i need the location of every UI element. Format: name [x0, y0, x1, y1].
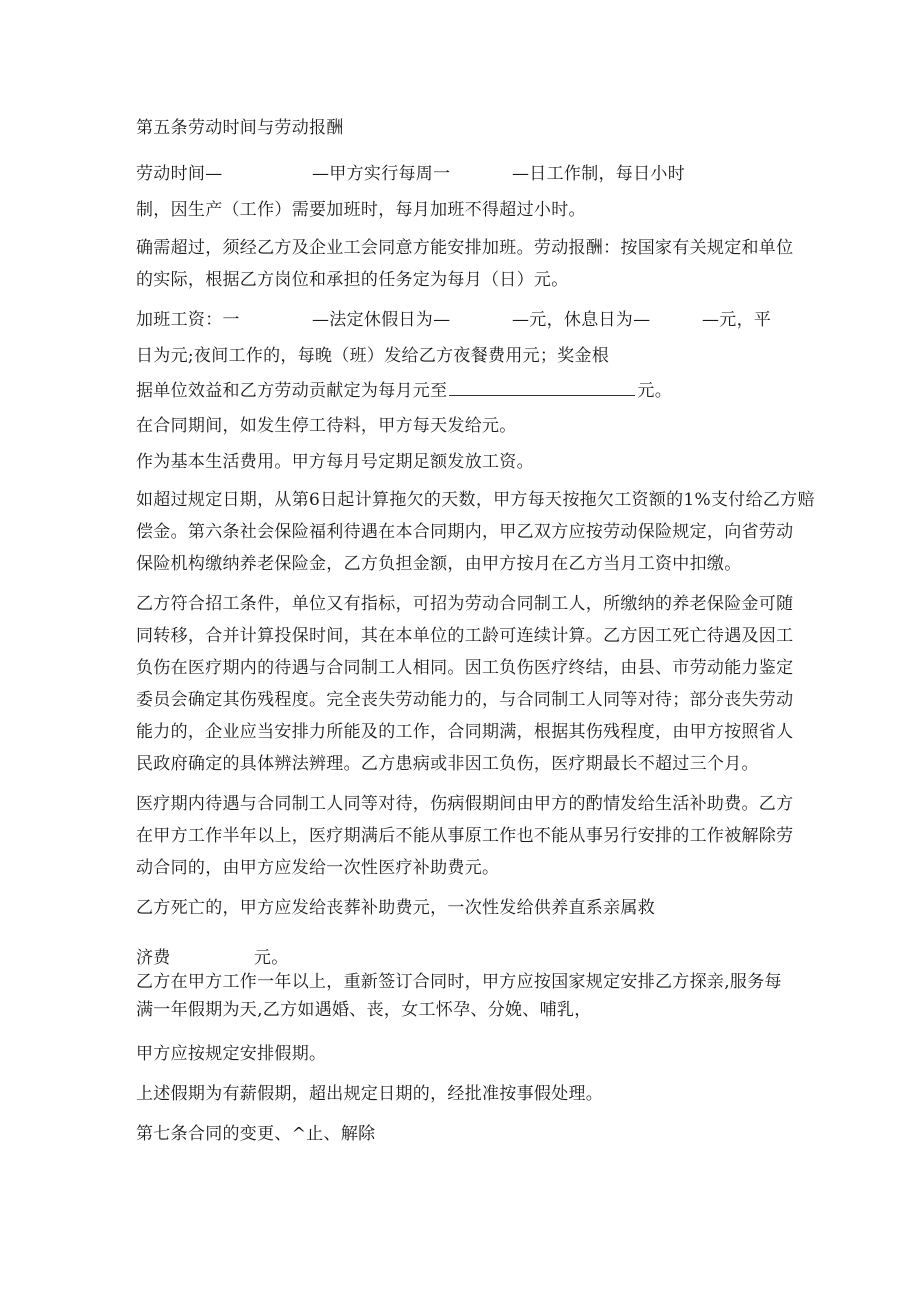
paragraph-line: 委员会确定其伤残程度。完全丧失劳动能力的，与合同制工人同等对待；部分丧失劳动 — [136, 690, 794, 710]
paragraph-line: 同转移，合并计算投保时间，其在本单位的工龄可连续计算。乙方因工死亡待遇及因工 — [136, 626, 794, 646]
paragraph-line: 在甲方工作半年以上，医疗期满后不能从事原工作也不能从事另行安排的工作被解除劳 — [136, 826, 794, 846]
paragraph-line: 医疗期内待遇与合同制工人同等对待，伤病假期间由甲方的酌情发给生活补助费。乙方 — [136, 794, 794, 814]
section-heading-5: 第五条劳动时间与劳动报酬 — [136, 118, 344, 138]
paragraph-line: 甲方应按规定安排假期。 — [136, 1044, 327, 1064]
paragraph-line: 乙方死亡的，甲方应发给丧葬补助费元，一次性发给供养直系亲属救 — [136, 898, 655, 918]
blank-underline — [449, 380, 635, 396]
paragraph-line: —元，平 — [702, 310, 772, 330]
paragraph-line: 保险机构缴纳养老保险金，乙方负担金额，由甲方按月在乙方当月工资中扣缴。 — [136, 554, 742, 574]
paragraph-line: 制，因生产（工作）需要加班时，每月加班不得超过小时。 — [136, 200, 586, 220]
paragraph-line: 动合同的，由甲方应发给一次性医疗补助费元。 — [136, 858, 500, 878]
paragraph-line: 负伤在医疗期内的待遇与合同制工人相同。因工负伤医疗终结，由县、市劳动能力鉴定 — [136, 658, 794, 678]
paragraph-line: 乙方在甲方工作一年以上，重新签订合同时，甲方应按国家规定安排乙方探亲,服务每 — [136, 972, 782, 992]
line-text: 元。 — [637, 381, 673, 401]
paragraph-line: 济费 — [136, 948, 171, 968]
line-text: 据单位效益和乙方劳动贡献定为每月元至 — [136, 381, 448, 401]
paragraph-line: 在合同期间，如发生停工待料，甲方每天发给元。 — [136, 416, 517, 436]
paragraph-line: 日为元;夜间工作的，每晚（班）发给乙方夜餐费用元；奖金根 — [136, 346, 610, 366]
paragraph-line: —法定休假日为— — [312, 310, 451, 330]
paragraph-line: 上述假期为有薪假期，超出规定日期的，经批准按事假处理。 — [136, 1084, 604, 1104]
paragraph-line: 元。 — [254, 948, 289, 968]
paragraph-line: 如超过规定日期，从第6日起计算拖欠的天数，甲方每天按拖欠工资额的1%支付给乙方赔 — [136, 490, 815, 510]
paragraph-line: 作为基本生活费用。甲方每月号定期足额发放工资。 — [136, 452, 534, 472]
section-heading-7: 第七条合同的变更、^止、解除 — [136, 1124, 376, 1144]
paragraph-line: 满一年假期为天,乙方如遇婚、丧，女工怀孕、分娩、哺乳， — [136, 1000, 592, 1020]
paragraph-line: —甲方实行每周一 — [312, 164, 451, 184]
paragraph-line: 加班工资：一 — [136, 310, 240, 330]
paragraph-line: 劳动时间— — [136, 164, 223, 184]
paragraph-line: 乙方符合招工条件，单位又有指标，可招为劳动合同制工人，所缴纳的养老保险金可随 — [136, 594, 794, 614]
paragraph-line: 民政府确定的具体辨法辨理。乙方患病或非因工负伤，医疗期最长不超过三个月。 — [136, 754, 759, 774]
paragraph-line: 的实际，根据乙方岗位和承担的任务定为每月（日）元。 — [136, 270, 569, 290]
paragraph-line: 确需超过，须经乙方及企业工会同意方能安排加班。劳动报酬：按国家有关规定和单位 — [136, 238, 794, 258]
paragraph-line — [136, 380, 672, 401]
paragraph-line: —日工作制，每日小时 — [512, 164, 685, 184]
paragraph-line: 偿金。第六条社会保险福利待遇在本合同期内，甲乙双方应按劳动保险规定，向省劳动 — [136, 522, 794, 542]
paragraph-line: 能力的，企业应当安排力所能及的工作，合同期满，根据其伤残程度，由甲方按照省人 — [136, 722, 794, 742]
paragraph-line: —元，休息日为— — [512, 310, 651, 330]
